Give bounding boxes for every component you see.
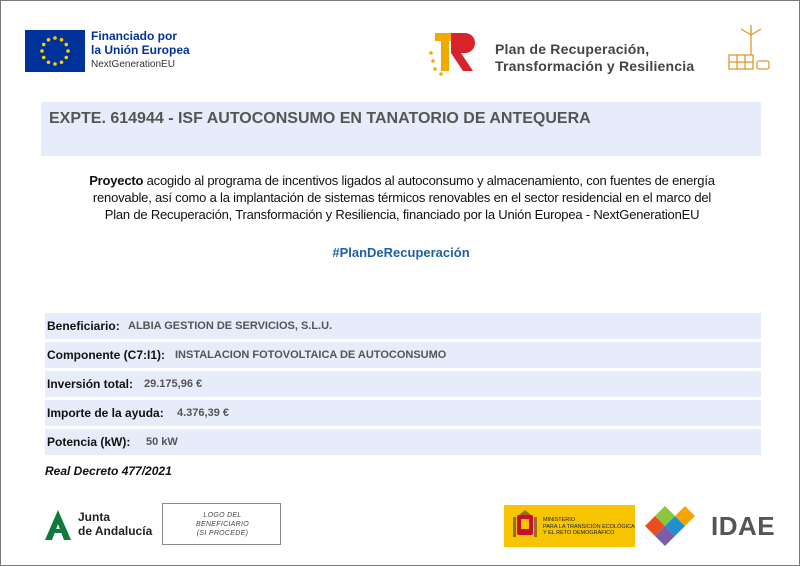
prtr-logo-icon (427, 27, 483, 77)
eu-text-line2: la Unión Europea (91, 43, 190, 57)
description-line1: acogido al programa de incentivos ligados al autoconsumo y almacenamiento, con fuentes de energía (143, 173, 715, 188)
benef-line3: (SI PROCEDE) (196, 530, 249, 537)
eu-star-icon (64, 56, 68, 60)
ministry-line2: PARA LA TRANSICIÓN ECOLÓGICA (543, 523, 635, 530)
eu-star-icon (66, 49, 70, 53)
decree: Real Decreto 477/2021 (45, 464, 172, 478)
ministry-text (543, 517, 635, 537)
junta-logo (41, 503, 155, 545)
prtr-text-line2: Transformación y Resiliencia (495, 58, 695, 74)
eu-star-icon (40, 49, 44, 53)
eu-star-icon (42, 43, 46, 47)
spain-coat-of-arms-icon (511, 509, 539, 543)
ministry-line1: MINISTERIO (543, 517, 576, 523)
junta-line2: de Andalucía (78, 524, 153, 538)
eu-flag-icon (25, 30, 85, 72)
project-description (45, 172, 759, 223)
importe-value: 4.376,39 € (177, 407, 229, 419)
beneficiario-value: ALBIA GESTION DE SERVICIOS, S.L.U. (128, 320, 333, 332)
importe-label: Importe de la ayuda: (47, 406, 164, 420)
eu-text-line3: NextGenerationEU (91, 59, 175, 70)
eu-text-line1: Financiado por (91, 29, 178, 43)
inversion-value: 29.175,96 € (144, 378, 203, 390)
junta-line1: Junta (78, 510, 111, 524)
description-lead: Proyecto (89, 173, 144, 188)
eu-star-icon (47, 38, 51, 42)
eu-star-icon (42, 56, 46, 60)
beneficiary-logo-placeholder (162, 503, 281, 545)
eu-star-icon (60, 38, 64, 42)
potencia-value: 50 kW (146, 436, 178, 448)
page-title: EXPTE. 614944 - ISF AUTOCONSUMO EN TANATORIO DE ANTEQUERA (49, 110, 591, 127)
eu-star-icon (60, 60, 64, 64)
benef-line1: LOGO DEL (203, 512, 242, 519)
hashtag: #PlanDeRecuperación (332, 245, 470, 260)
beneficiario-label: Beneficiario: (47, 319, 120, 333)
description-line3: Plan de Recuperación, Transformación y Resiliencia, financiado por la Unión Europea - NextGenerationEU (104, 207, 700, 222)
inversion-label: Inversión total: (47, 377, 134, 391)
benef-line2: BENEFICIARIO (196, 521, 249, 528)
componente-value: INSTALACION FOTOVOLTAICA DE AUTOCONSUMO (175, 349, 447, 361)
ministry-line3: Y EL RETO DEMOGRÁFICO (543, 530, 615, 536)
eu-star-icon (53, 62, 57, 66)
junta-emblem-icon (43, 509, 73, 541)
eu-star-icon (64, 43, 68, 47)
prtr-text-line1: Plan de Recuperación, (495, 41, 650, 57)
eu-star-icon (47, 60, 51, 64)
idae-emblem-icon (645, 504, 703, 546)
componente-label: Componente (C7:I1): (47, 348, 165, 362)
potencia-label: Potencia (kW): (47, 435, 131, 449)
idae-logo-text: IDAE (711, 511, 776, 541)
solar-wind-icon (721, 25, 773, 79)
eu-star-icon (53, 36, 57, 40)
description-line2: renovable, así como a la implantación de sistemas térmicos renovables en el sector residencial en el marco del (92, 190, 712, 205)
